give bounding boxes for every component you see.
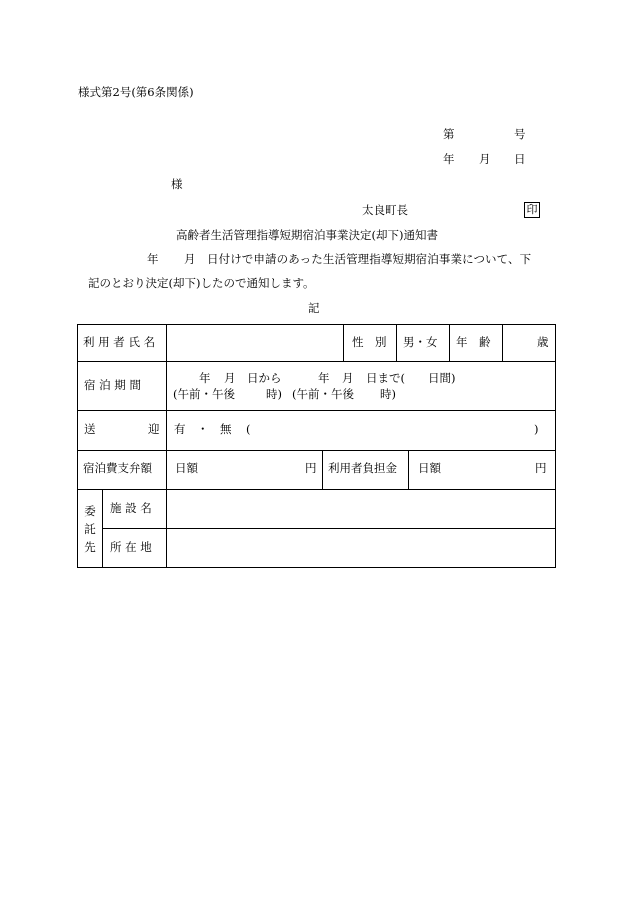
- age-unit: 歳: [537, 335, 549, 349]
- stay-days: 日間): [428, 371, 456, 385]
- number-prefix: 第: [443, 127, 455, 141]
- copay-daily-label: 日額: [418, 461, 441, 475]
- form-number: 様式第2号(第6条関係): [78, 85, 194, 99]
- stay-start-year: 年: [199, 371, 211, 385]
- user-name-label: 利 用 者 氏 名: [83, 335, 156, 349]
- stay-end-year: 年: [318, 371, 330, 385]
- stay-start-day: 日から: [247, 371, 282, 385]
- document-title: 高齢者生活管理指導短期宿泊事業決定(却下)通知書: [176, 228, 438, 242]
- body-line1: 日付けで申請のあった生活管理指導短期宿泊事業について、下: [207, 252, 532, 266]
- transport-value: 有 ・ 無: [174, 422, 232, 436]
- transport-close-paren: ): [534, 422, 539, 436]
- issuer-name: 太良町長: [362, 203, 408, 217]
- stay-start-ampm: (午前・午後: [173, 387, 235, 401]
- stay-end-ampm: (午前・午後: [292, 387, 354, 401]
- date-month: 月: [479, 152, 491, 166]
- daily-amount-label: 日額: [175, 461, 198, 475]
- addressee-suffix: 様: [171, 177, 183, 191]
- copay-label: 利用者負担金: [328, 461, 397, 475]
- location-label: 所 在 地: [110, 540, 152, 554]
- transport-label-1: 送: [84, 422, 96, 436]
- sex-value: 男・女: [403, 335, 438, 349]
- consignee-char: 委: [84, 504, 96, 518]
- stay-start-month: 月: [224, 371, 236, 385]
- transport-open-paren: (: [246, 422, 251, 436]
- stay-start-hour: 時): [266, 387, 282, 401]
- age-label: 年 齢: [456, 335, 491, 349]
- body-year: 年: [147, 252, 159, 266]
- date-year: 年: [443, 152, 455, 166]
- consignee-label: [84, 502, 96, 556]
- stay-end-month: 月: [342, 371, 354, 385]
- consignee-char: 託: [84, 522, 96, 536]
- facility-name-label: 施 設 名: [110, 501, 152, 515]
- date-day: 日: [514, 152, 526, 166]
- consignee-char: 先: [84, 540, 96, 554]
- stay-end-day: 日まで(: [366, 371, 405, 385]
- number-suffix: 号: [514, 127, 526, 141]
- daily-yen: 円: [305, 461, 317, 475]
- body-month: 月: [184, 252, 196, 266]
- copay-yen: 円: [535, 461, 547, 475]
- transport-label-2: 迎: [148, 422, 160, 436]
- stay-period-label: 宿 泊 期 間: [84, 378, 141, 392]
- sex-label: 性 別: [352, 335, 387, 349]
- stay-end-hour: 時): [380, 387, 396, 401]
- table-border: [78, 325, 556, 568]
- body-line2: 記のとおり決定(却下)したので通知します。: [88, 276, 315, 290]
- fee-label: 宿泊費支弁額: [83, 461, 152, 475]
- seal-mark: 印: [524, 202, 540, 218]
- ki-heading: 記: [308, 301, 320, 315]
